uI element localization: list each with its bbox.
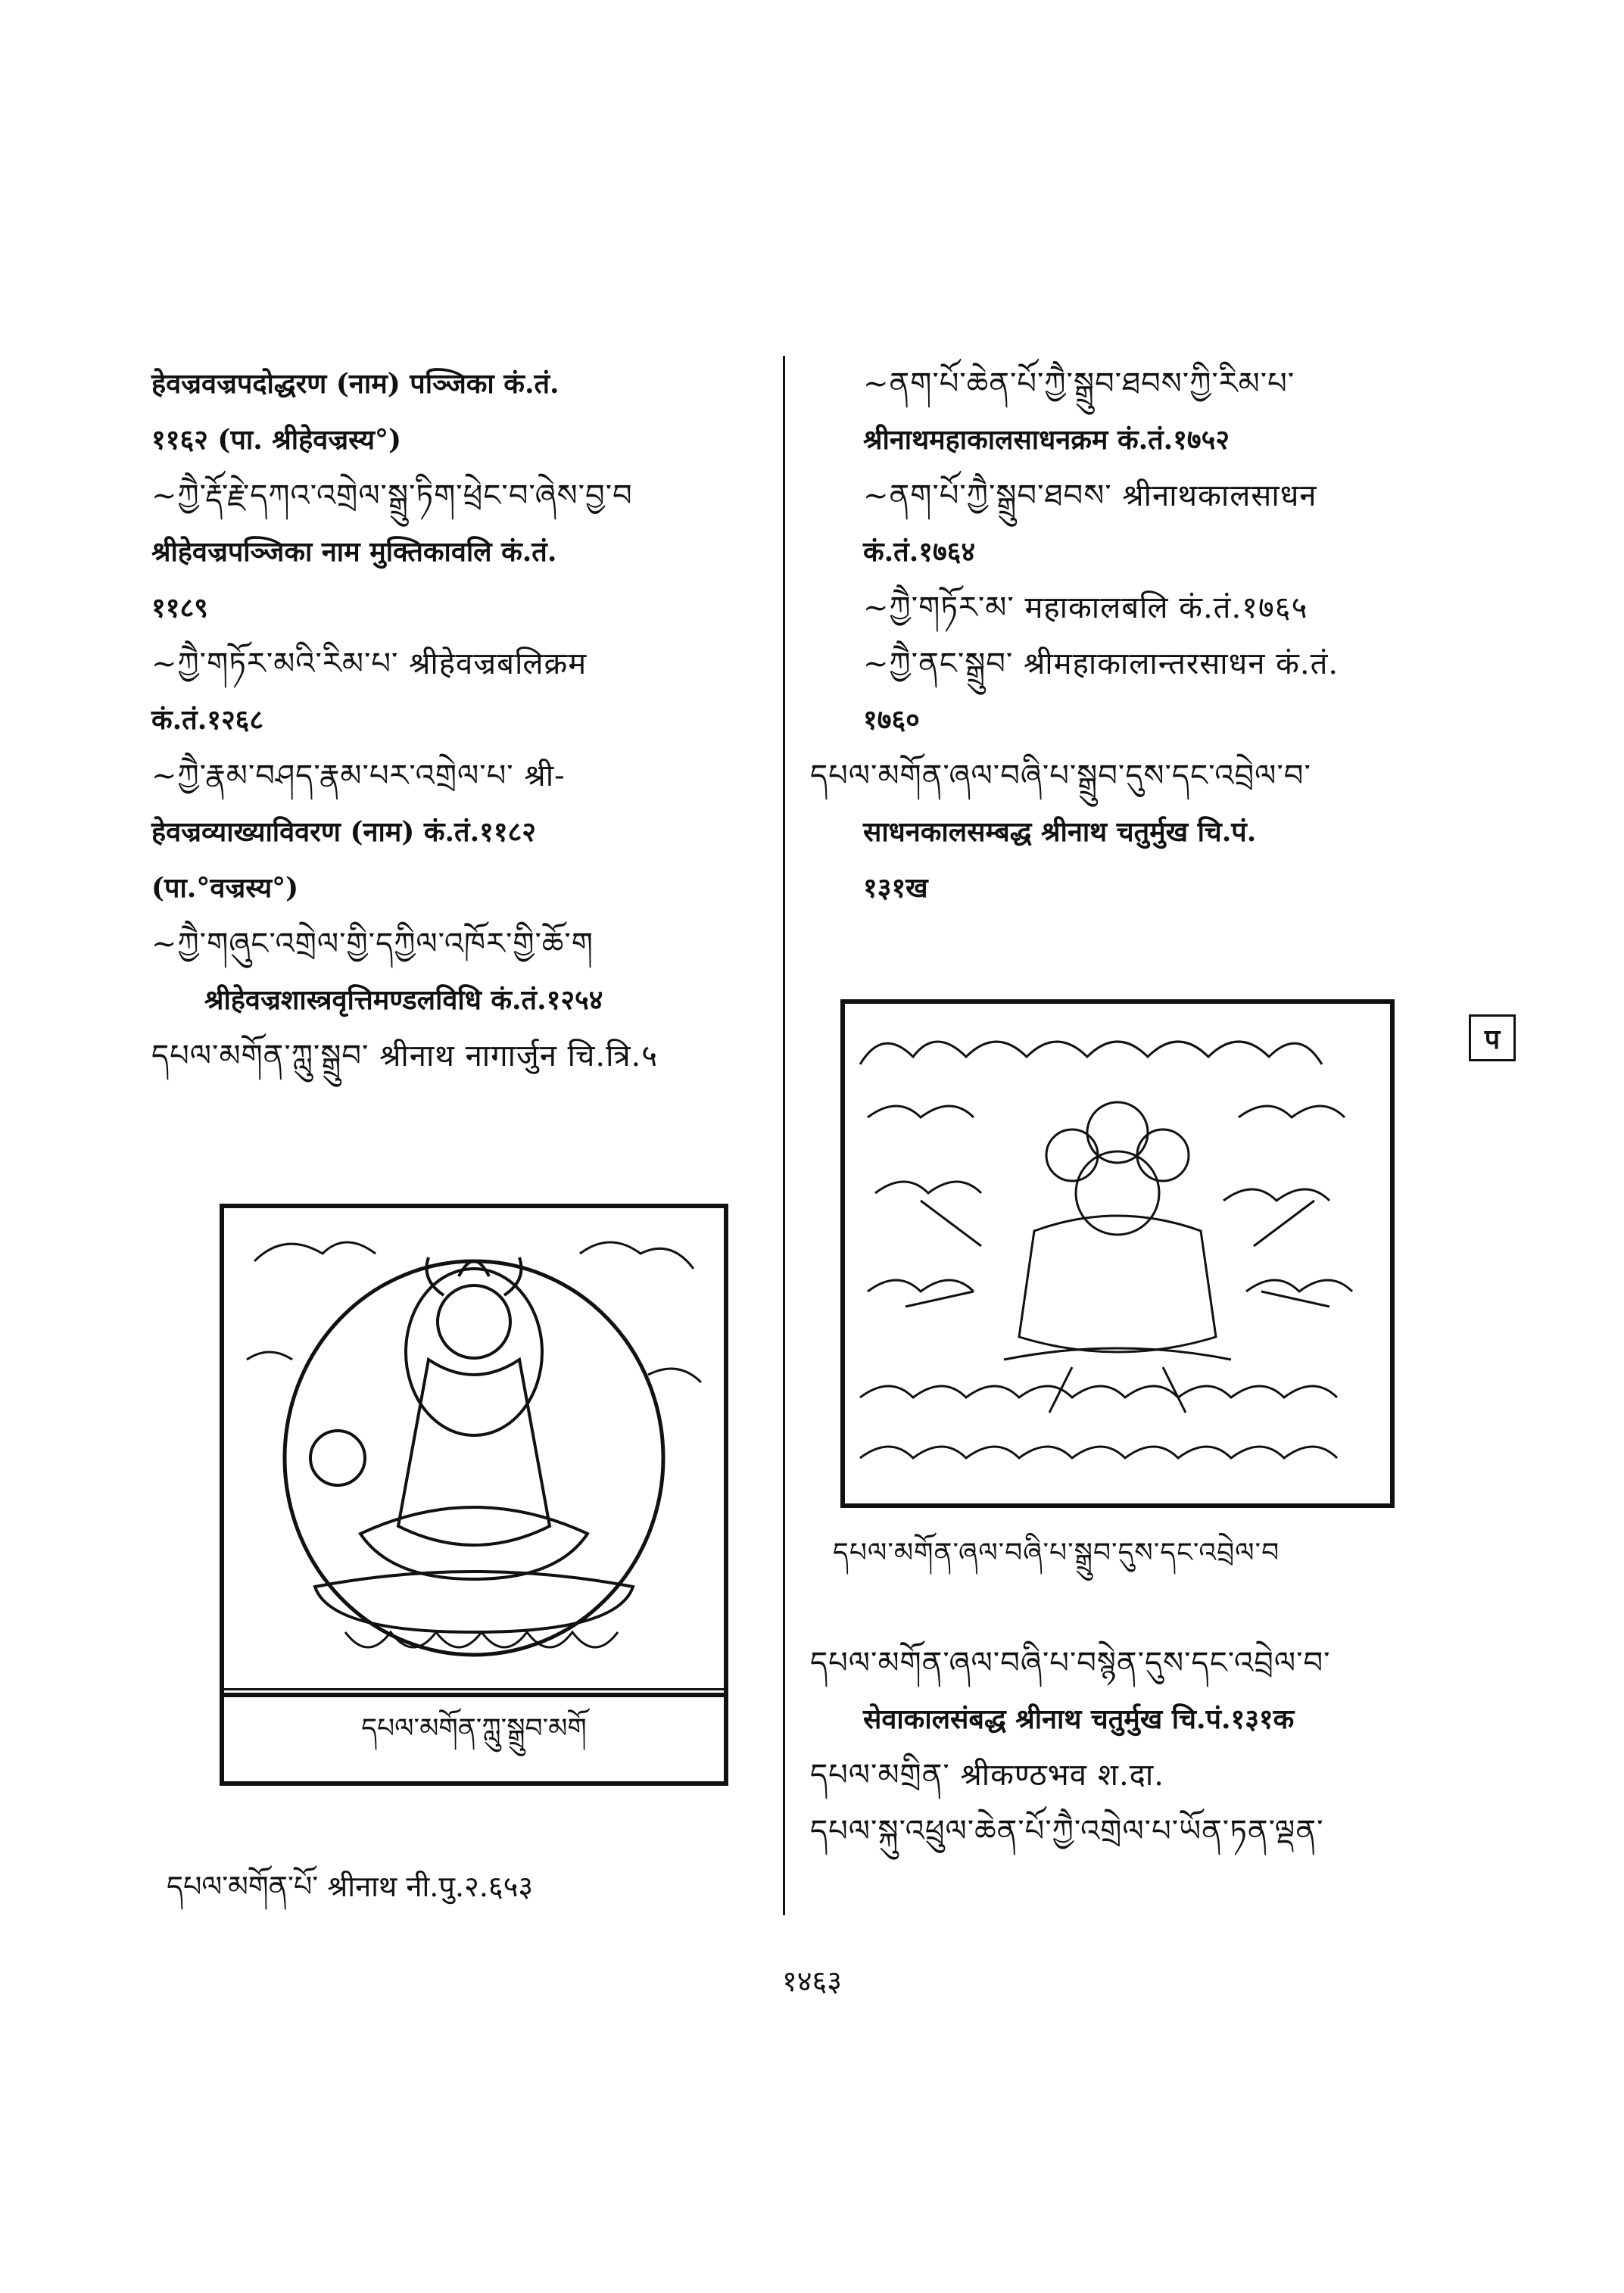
text-line: साधनकालसम्बद्ध श्रीनाथ चतुर्मुख चि.पं. <box>863 816 1257 848</box>
text-line: དཔལ་སྐུ་འཕྲུལ་ཆེན་པོ་ཀྱཻ་འགྲེལ་པ་ཡོན་ཏན་ལྡན་ <box>810 1814 1324 1849</box>
text-line: सेवाकालसंबद्ध श्रीनाथ चतुर्मुख चि.पं.१३१क <box>863 1703 1295 1735</box>
text-line: ~ཀྱཻ་གཏོར་མ་ महाकालबलि कं.तं.१७६५ <box>863 590 1308 625</box>
right-column-lower <box>810 1635 1461 1859</box>
text-line: (पा.°वज्रस्य°) <box>151 872 299 904</box>
text-line: ~ཀྱཻ་ནང་སྒྲུབ་ श्रीमहाकालान्तरसाधन कं.तं. <box>863 646 1339 681</box>
text-line: श्रीनाथमहाकालसाधनक्रम कं.तं.१७५२ <box>863 424 1230 456</box>
page-number: १४६३ <box>781 1964 843 1998</box>
text-line: हेवज्रवज्रपदोद्धरण (नाम) पञ्जिका कं.तं. <box>151 368 560 400</box>
text-line: ~ནག་པོ་ཆེན་པོ་ཀྱཻ་སྒྲུབ་ཐབས་ཀྱི་རིམ་པ་ <box>863 366 1295 401</box>
text-line: १३१ख <box>863 872 928 904</box>
nagarjuna-illustration <box>220 1204 728 1697</box>
text-line: དཔལ་མགོན་ཀླུ་སྒྲུབ་ श्रीनाथ नागार्जुन चि.त्रि.५ <box>151 1039 659 1073</box>
right-column <box>810 356 1461 916</box>
bottom-caption-left: དཔལ་མགོན་པོ་ श्रीनाथ नी.पु.२.६५३ <box>167 1870 534 1903</box>
text-line: कं.तं.१७६४ <box>863 536 976 568</box>
text-line: ~ཀྱཻ་གཞུང་འགྲེལ་གྱི་དཀྱིལ་འཁོར་གྱི་ཆོ་ག <box>151 927 594 961</box>
left-column <box>151 356 757 1084</box>
text-line: कं.तं.१२६८ <box>151 704 264 736</box>
illustration-caption: དཔལ་མགོན་ཞལ་བཞི་པ་སྒྲུབ་དུས་དང་འབྲེལ་བ <box>833 1537 1280 1569</box>
seated-figure-image <box>224 1208 724 1693</box>
text-line: ११८९ <box>151 592 208 624</box>
text-line: १७६० <box>863 704 920 736</box>
mahakala-illustration <box>840 999 1395 1508</box>
illustration-caption: དཔལ་མགོན་ཀླུ་སྒྲུབ་མགོ <box>220 1688 728 1786</box>
text-line: श्रीहेवज्रशास्त्रवृत्तिमण्डलविधि कं.तं.१२५४ <box>204 984 603 1016</box>
section-tab: प <box>1469 1014 1516 1061</box>
text-line: ~ནག་པོ་ཀྱཻ་སྒྲུབ་ཐབས་ श्रीनाथकालसाधन <box>863 478 1317 513</box>
text-line: ~ཀྱཻ་རྡོ་རྗེ་དཀའ་འགྲེལ་སྒྲུ་ཏིག་ཕྲེང་བ་ཞེས་བྱ་བ <box>151 478 633 513</box>
text-line: ११६२ (पा. श्रीहेवज्रस्य°) <box>151 424 402 456</box>
text-line: श्रीहेवज्रपञ्जिका नाम मुक्तिकावलि कं.तं. <box>151 536 557 568</box>
wrathful-deity-image <box>845 1004 1390 1503</box>
column-divider <box>783 356 785 1915</box>
text-line: ~ཀྱཻ་རྣམ་བཤད་རྣམ་པར་འགྲེལ་པ་ श्री- <box>151 759 566 793</box>
text-line: དཔལ་མགྲིན་ श्रीकण्ठभव श.दा. <box>810 1758 1164 1793</box>
text-line: དཔལ་མགོན་ཞལ་བཞི་པ་བསྙེན་དུས་དང་འབྲེལ་བ་ <box>810 1646 1331 1681</box>
text-line: དཔལ་མགོན་ཞལ་བཞི་པ་སྒྲུབ་དུས་དང་འབྲེལ་བ་ <box>810 759 1311 793</box>
text-line: हेवज्रव्याख्याविवरण (नाम) कं.तं.११८२ <box>151 816 536 848</box>
text-line: ~ཀྱཻ་གཏོར་མའི་རིམ་པ་ श्रीहेवज्रबलिक्रम <box>151 646 588 681</box>
